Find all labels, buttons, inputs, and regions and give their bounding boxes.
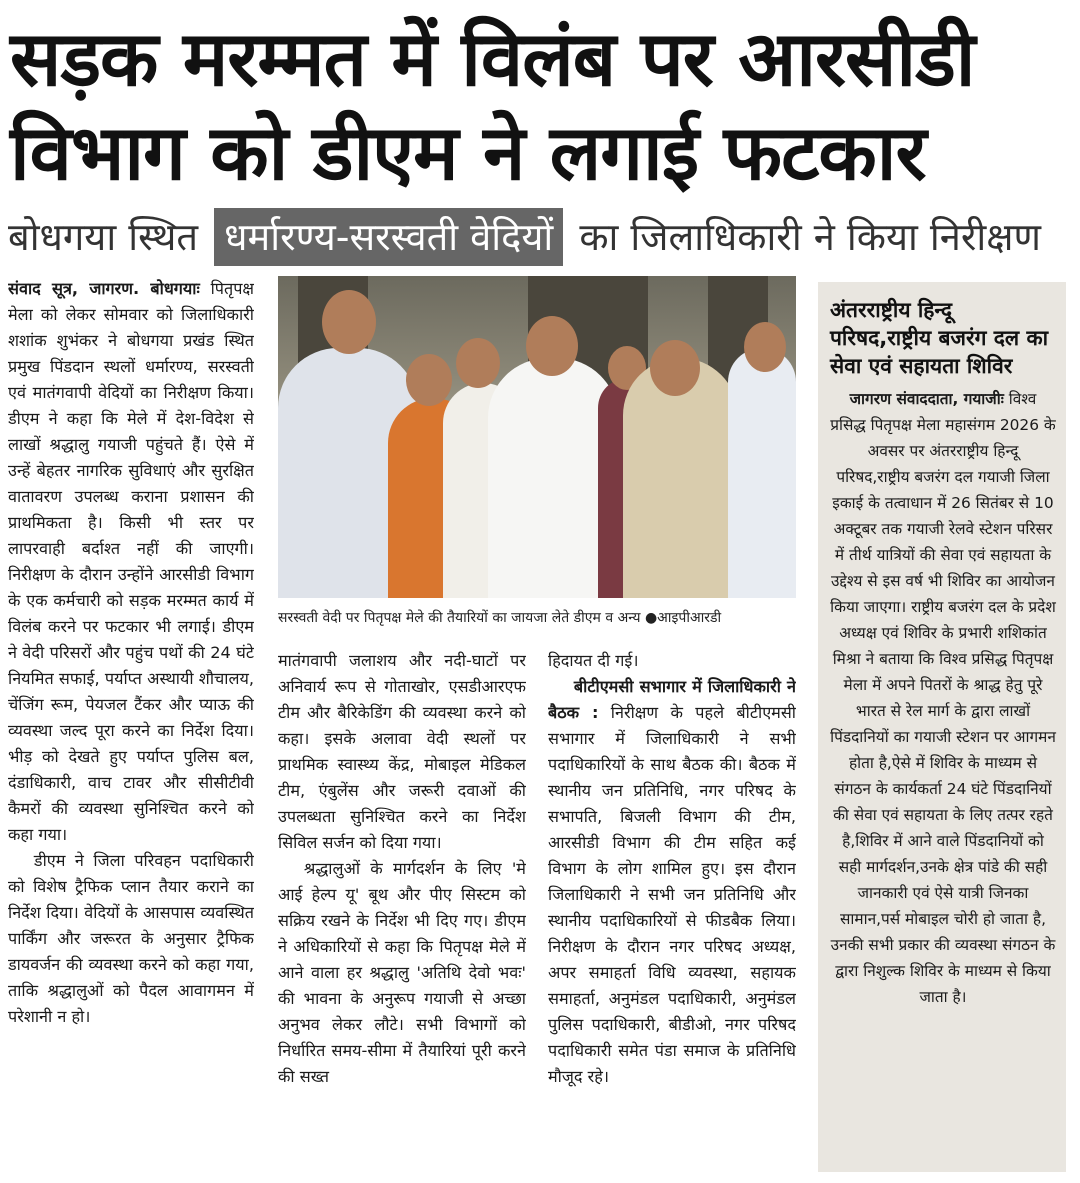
article-subheading: बीटीएमसी सभागार में जिलाधिकारी ने बैठक : bbox=[548, 677, 796, 722]
subhead-highlight: धर्मारण्य-सरस्वती वेदियों bbox=[214, 208, 563, 266]
subhead-before: बोधगया स्थित bbox=[8, 215, 199, 259]
subhead-after: का जिलाधिकारी ने किया निरीक्षण bbox=[579, 215, 1041, 259]
article-paragraph: श्रद्धालुओं के मार्गदर्शन के लिए 'मे आई हेल्प यू' बूथ और पीए सिस्टम को सक्रिय रखने के निर्देश भी दिए गए। डीएम ने अधिकारियों से कहा कि पितृपक्ष मेले में आने वाला हर श्रद्धालु 'अतिथि देवो भवः' की भावना के अनुरूप गयाजी से अच्छा अनुभव लेकर लौटे। सभी विभागों को निर्धारित समय-सीमा में तैयारियां पूरी करने की सख्त bbox=[278, 859, 526, 1086]
photo-caption: सरस्वती वेदी पर पितृपक्ष मेले की तैयारियों का जायजा लेते डीएम व अन्य ●आइपीआरडी bbox=[278, 610, 722, 626]
sidebar-title: अंतरराष्ट्रीय हिन्दू परिषद,राष्ट्रीय बजरंग दल का सेवा एवं सहायता शिविर bbox=[830, 298, 1049, 378]
sidebar-dateline: जागरण संवाददाता, गयाजीः bbox=[849, 390, 1004, 408]
news-photo bbox=[278, 276, 796, 598]
article-paragraph: पितृपक्ष मेला को लेकर सोमवार को जिलाधिकारी शशांक शुभंकर ने बोधगया प्रखंड स्थित प्रमुख पिंडदान स्थलों धर्मारण्य, सरस्वती एवं मातंगवापी वेदियों का निरीक्षण किया। डीएम ने कहा कि मेले में देश-विदेश से लाखों श्रद्धालु गयाजी पहुंचते हैं। ऐसे में उन्हें बेहतर नागरिक सुविधाएं और सुरक्षित वातावरण उपलब्ध कराना प्रशासन की प्राथमिकता है। किसी भी स्तर पर लापरवाही बर्दाश्त नहीं की जाएगी। निरीक्षण के दौरान उन्होंने आरसीडी विभाग के एक कर्मचारी को सड़क मरम्मत कार्य में विलंब करने पर फटकार भी लगाई। डीएम ने वेदी परिसरों और पहुंच पथों की 24 घंटे नियमित सफाई, पर्याप्त अस्थायी शौचालय, चेंजिंग रूम, पेयजल टैंकर और प्याऊ की व्यवस्था जल्द पूरा करने का निर्देश दिया। भीड़ को देखते हुए पर्याप्त पुलिस बल, दंडाधिकारी, वाच टावर और सीसीटीवी कैमरों की व्यवस्था सुनिश्चित करने को कहा गया। bbox=[8, 279, 254, 844]
article-dateline: संवाद सूत्र, जागरण. बोधगयाः bbox=[8, 279, 200, 298]
article-paragraph: डीएम ने जिला परिवहन पदाधिकारी को विशेष ट्रैफिक प्लान तैयार कराने का निर्देश दिया। वेदियों के आसपास व्यवस्थित पार्किंग और जरूरत के अनुसार ट्रैफिक डायवर्जन की व्यवस्था करने को कहा गया, ताकि श्रद्धालुओं को पैदल आवागमन में परेशानी न हो। bbox=[8, 851, 254, 1026]
article-column-2 bbox=[278, 648, 526, 1178]
article-paragraph: मातंगवापी जलाशय और नदी-घाटों पर अनिवार्य रूप से गोताखोर, एसडीआरएफ टीम और बैरिकेडिंग की व्यवस्था करने को कहा। इसके अलावा वेदी स्थलों पर प्राथमिक स्वास्थ्य केंद्र, मोबाइल मेडिकल टीम, एंबुलेंस और जरूरी दवाओं की उपलब्धता सुनिश्चित करने का निर्देश सिविल सर्जन को दिया गया। bbox=[278, 651, 526, 852]
subheadline bbox=[8, 208, 1041, 266]
sidebar-box bbox=[818, 282, 1066, 1172]
article-column-1 bbox=[8, 276, 254, 1176]
article-column-3 bbox=[548, 648, 796, 1178]
headline bbox=[10, 12, 1070, 200]
headline-line-2: विभाग को डीएम ने लगाई फटकार bbox=[10, 108, 926, 197]
sidebar-body: विश्व प्रसिद्ध पितृपक्ष मेला महासंगम 2026 के अवसर पर अंतरराष्ट्रीय हिन्दू परिषद,राष्ट्रीय बजरंग दल गयाजी जिला इकाई के तत्वाधान में 26 सितंबर से 10 अक्टूबर तक गयाजी रेलवे स्टेशन परिसर में तीर्थ यात्रियों की सेवा एवं सहायता के उद्देश्य से इस वर्ष भी शिविर का आयोजन किया जाएगा। राष्ट्रीय बजरंग दल के प्रदेश अध्यक्ष एवं शिविर के प्रभारी शशिकांत मिश्रा ने बताया कि विश्व प्रसिद्ध पितृपक्ष मेला में अपने पितरों के श्राद्ध हेतु पूरे भारत से रेल मार्ग के द्वारा लाखों पिंडदानियों का गयाजी स्टेशन पर आगमन होता है,ऐसे में शिविर के माध्यम से संगठन के कार्यकर्ता 24 घंटे पिंडदानियों की सेवा एवं सहायता के लिए तत्पर रहते है,शिविर में आने वाले पिंडदानियों को सही मार्गदर्शन,उनके क्षेत्र पांडे की सही जानकारी एवं ऐसे यात्री जिनका सामान,पर्स मोबाइल चोरी हो जाता है, उनकी सभी प्रकार की व्यवस्था संगठन के द्वारा निशुल्क शिविर के माध्यम से किया जाता है। bbox=[830, 390, 1056, 1006]
headline-line-1: सड़क मरम्मत में विलंब पर आरसीडी bbox=[10, 14, 975, 103]
article-paragraph: निरीक्षण के पहले बीटीएमसी सभागार में जिलाधिकारी ने सभी पदाधिकारियों के साथ बैठक की। बैठक में स्थानीय जन प्रतिनिधि, नगर परिषद के सभापति, बिजली विभाग की टीम, आरसीडी विभाग की टीम सहित कई विभाग के लोग शामिल हुए। इस दौरान जिलाधिकारी ने सभी जन प्रतिनिधि और स्थानीय पदाधिकारियों से फीडबैक लिया। निरीक्षण के दौरान नगर परिषद अध्यक्ष, अपर समाहर्ता विधि व्यवस्था, सहायक समाहर्ता, अनुमंडल पदाधिकारी, अनुमंडल पुलिस पदाधिकारी, बीडीओ, नगर परिषद पदाधिकारी समेत पंडा समाज के प्रतिनिधि मौजूद रहे। bbox=[548, 703, 796, 1086]
article-paragraph: हिदायत दी गई। bbox=[548, 651, 639, 670]
